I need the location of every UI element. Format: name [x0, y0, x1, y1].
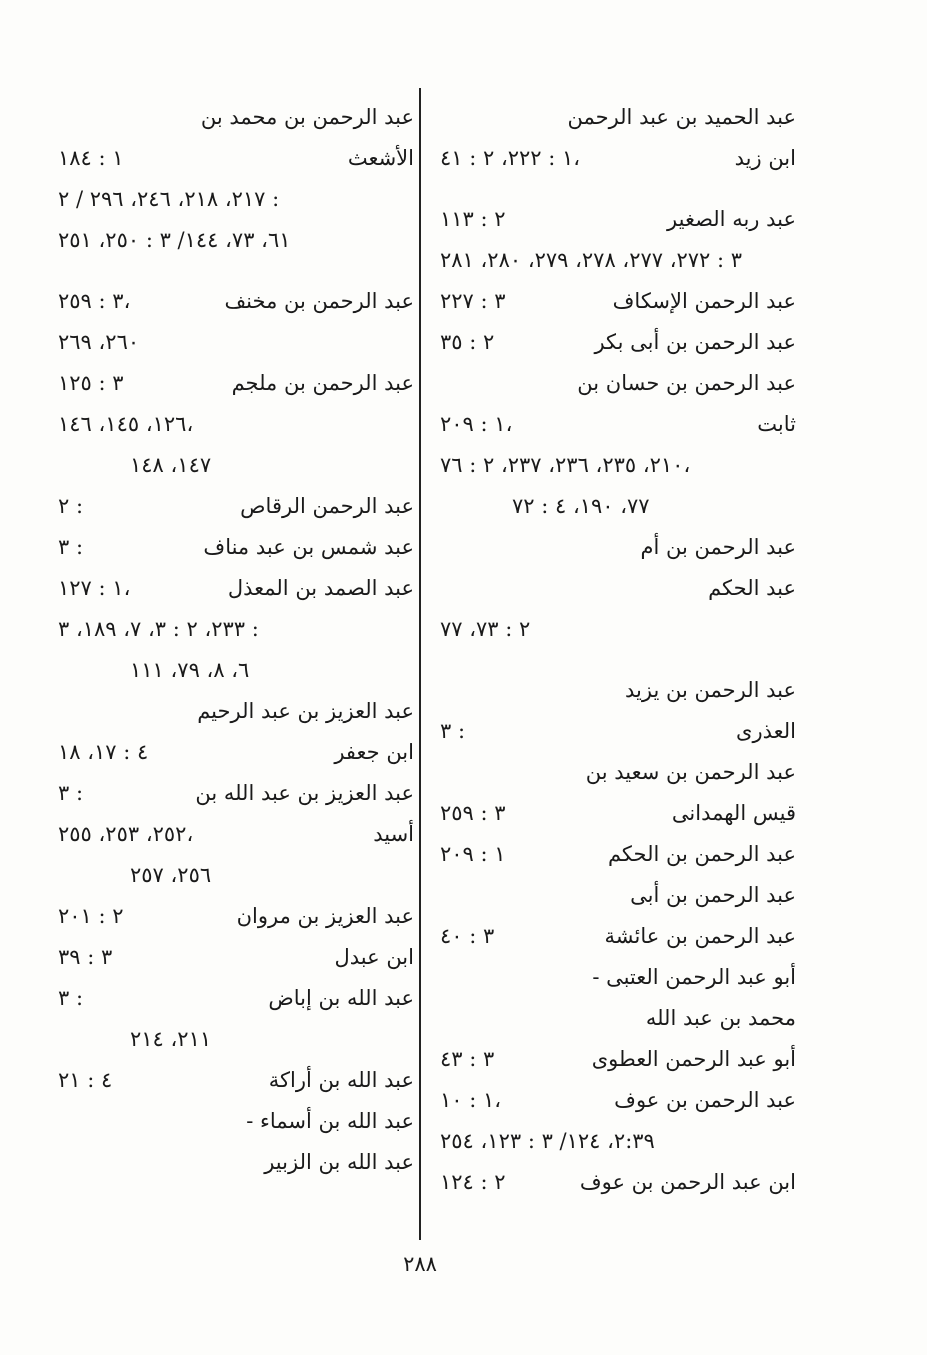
entry-reference: ١ : ١٠،: [440, 1088, 502, 1112]
entry-reference-continuation: ٧٧، ١٩٠، ٤ : ٧٢: [512, 494, 650, 518]
entry-name: عبد الصمد بن المعذل: [227, 576, 414, 600]
entry-reference: ١ : ٢٠٩: [440, 842, 506, 866]
entry-name: ابن جعفر: [334, 740, 414, 764]
index-entry: [50, 937, 414, 978]
entry-reference: ٢ : ١٢٤: [440, 1170, 506, 1194]
entry-reference: ١ : ١٢٧،: [58, 576, 131, 600]
entry-reference: ٤ : ٢١: [58, 1068, 113, 1092]
index-entry: [50, 650, 414, 691]
index-entry: [432, 1039, 796, 1080]
entry-name: عبد الحميد بن عبد الرحمن: [567, 105, 796, 129]
index-entry: [432, 670, 796, 711]
entry-reference: ٣ : ١٢٥: [58, 371, 124, 395]
index-entry: [50, 1060, 414, 1101]
column-divider: [419, 88, 421, 1240]
index-entry: [432, 322, 796, 363]
index-entry: [50, 281, 414, 322]
entry-name: عبد الرحمن الإسكاف: [612, 289, 796, 313]
entry-name: عبد ربه الصغير: [667, 207, 796, 231]
entry-name: ابن زيد: [734, 146, 796, 170]
index-entry: [50, 1101, 414, 1142]
entry-reference: ٣ : ٢٥٩: [440, 801, 506, 825]
entry-name: عبد الرحمن بن مخنف: [224, 289, 414, 313]
spacer: [432, 650, 796, 670]
index-entry: [50, 445, 414, 486]
entry-reference: ٤ : ١٧، ١٨: [58, 740, 149, 764]
entry-name: عبد الله بن إباض: [268, 986, 414, 1010]
index-entry: [50, 363, 414, 404]
index-entry: [50, 691, 414, 732]
entry-name: عبد الله بن أراكة: [268, 1068, 414, 1092]
entry-reference: ٣ : ٤٠: [440, 924, 495, 948]
entry-name: عبد الرحمن بن أبى بكر: [594, 330, 796, 354]
index-entry: [50, 609, 414, 650]
entry-name: عبد العزيز بن مروان: [236, 904, 414, 928]
entry-name: الأشعث: [347, 146, 414, 170]
entry-name: أبو عبد الرحمن العطوى: [591, 1047, 796, 1071]
index-entry: [432, 609, 796, 650]
entry-name: عبد الله بن أسماء -: [246, 1109, 414, 1133]
index-entry: [432, 793, 796, 834]
entry-reference: ٣ : ٤٣: [440, 1047, 495, 1071]
left-column: [50, 97, 414, 1183]
spacer: [50, 261, 414, 281]
index-entry: [50, 138, 414, 179]
index-entry: [432, 1121, 796, 1162]
entry-reference: ٣ :: [440, 719, 466, 743]
entry-name: عبد شمس بن عبد مناف: [203, 535, 414, 559]
entry-reference: ٣ :: [58, 781, 84, 805]
entry-reference-continuation: ٢١٠، ٢٣٥، ٢٣٦، ٢٣٧، ٢ : ٧٦،: [440, 453, 691, 477]
entry-reference: ٢٥٢، ٢٥٣، ٢٥٥،: [58, 822, 194, 846]
entry-name: عبد الرحمن بن سعيد بن: [585, 760, 796, 784]
entry-reference-continuation: ٢١٧، ٢١٨، ٢٤٦، ٢٩٦ / ٢ :: [58, 187, 280, 211]
entry-reference-continuation: ٢٥٦، ٢٥٧: [130, 863, 212, 887]
entry-reference-continuation: ٢ : ٧٣، ٧٧: [440, 617, 531, 641]
index-entry: [432, 916, 796, 957]
entry-reference-continuation: ٦، ٨، ٧٩، ١١١: [130, 658, 250, 682]
index-entry: [432, 486, 796, 527]
entry-reference: ١ : ٢٠٩،: [440, 412, 513, 436]
index-entry: [50, 978, 414, 1019]
index-entry: [50, 773, 414, 814]
entry-name: عبد الرحمن بن عائشة: [604, 924, 796, 948]
index-entry: [432, 240, 796, 281]
index-entry: [432, 363, 796, 404]
index-entry: [432, 404, 796, 445]
index-entry: [50, 486, 414, 527]
entry-reference-continuation: ٢٣٣، ٢ : ٣، ٧، ١٨٩، ٣ :: [58, 617, 259, 641]
entry-reference: ٣ :: [58, 986, 84, 1010]
index-entry: [432, 834, 796, 875]
spacer: [432, 179, 796, 199]
entry-name: قيس الهمدانى: [671, 801, 796, 825]
entry-reference: ٣ :: [58, 535, 84, 559]
entry-reference-continuation: ١٤٧، ١٤٨: [130, 453, 212, 477]
entry-name: عبد الرحمن بن عوف: [614, 1088, 796, 1112]
page-number: ٢٨٨: [403, 1252, 437, 1276]
entry-name: عبد الرحمن بن محمد بن: [200, 105, 414, 129]
index-entry: [50, 527, 414, 568]
index-entry: [50, 404, 414, 445]
index-entry: [432, 138, 796, 179]
entry-reference-continuation: ٢٦٠، ٢٦٩: [58, 330, 140, 354]
entry-name: عبد العزيز بن عبد الرحيم: [197, 699, 414, 723]
index-entry: [432, 1080, 796, 1121]
index-entry: [432, 97, 796, 138]
entry-name: عبد الرحمن بن أم: [640, 535, 796, 559]
entry-name: عبد الرحمن بن ملجم: [231, 371, 414, 395]
entry-reference: ٢ :: [58, 494, 84, 518]
index-entry: [50, 1142, 414, 1183]
index-entry: [50, 97, 414, 138]
index-entry: [50, 179, 414, 220]
entry-reference-continuation: ٢:٣٩، ١٢٤/ ٣ : ١٢٣، ٢٥٤: [440, 1129, 655, 1153]
entry-name: ابن عبدل: [334, 945, 414, 969]
index-entry: [432, 711, 796, 752]
index-entry: [432, 998, 796, 1039]
index-entry: [432, 445, 796, 486]
entry-reference: ١ : ٢٢٢، ٢ : ٤١،: [440, 146, 581, 170]
index-entry: [50, 855, 414, 896]
entry-name: أسيد: [373, 822, 414, 846]
entry-name: ثابت: [757, 412, 796, 436]
right-column: [432, 97, 796, 1203]
entry-name: عبد الرحمن بن أبى: [630, 883, 796, 907]
index-entry: [50, 814, 414, 855]
entry-reference: ٣ : ٢٢٧: [440, 289, 506, 313]
entry-name: عبد الرحمن بن يزيد: [625, 678, 796, 702]
entry-name: محمد بن عبد الله: [645, 1006, 796, 1030]
index-entry: [432, 527, 796, 568]
entry-name: عبد الرحمن الرقاص: [240, 494, 414, 518]
index-entry: [432, 957, 796, 998]
entry-reference-continuation: ٦١، ٧٣، ١٤٤/ ٣ : ٢٥٠، ٢٥١: [58, 228, 291, 252]
index-entry: [432, 281, 796, 322]
entry-name: عبد الرحمن بن حسان بن: [577, 371, 796, 395]
entry-reference-continuation: ٢١١، ٢١٤: [130, 1027, 212, 1051]
index-entry: [432, 752, 796, 793]
entry-name: عبد الحكم: [708, 576, 796, 600]
entry-reference-continuation: ١٢٦، ١٤٥، ١٤٦،: [58, 412, 194, 436]
index-entry: [432, 568, 796, 609]
entry-name: عبد الرحمن بن الحكم: [607, 842, 796, 866]
entry-reference: ١ : ١٨٤: [58, 146, 124, 170]
entry-reference: ٢ : ٢٠١: [58, 904, 124, 928]
index-entry: [432, 199, 796, 240]
index-entry: [432, 875, 796, 916]
entry-reference: ٢ : ٣٥: [440, 330, 495, 354]
entry-reference: ٣ : ٣٩: [58, 945, 113, 969]
index-entry: [50, 1019, 414, 1060]
entry-name: أبو عبد الرحمن العتبى -: [592, 965, 796, 989]
entry-name: العذرى: [736, 719, 796, 743]
index-entry: [50, 896, 414, 937]
entry-name: عبد الله بن الزبير: [264, 1150, 414, 1174]
entry-name: ابن عبد الرحمن بن عوف: [579, 1170, 796, 1194]
entry-name: عبد العزيز بن عبد الله بن: [195, 781, 414, 805]
index-entry: [50, 568, 414, 609]
entry-reference: ٣ : ٢٥٩،: [58, 289, 131, 313]
index-entry: [432, 1162, 796, 1203]
index-entry: [50, 220, 414, 261]
entry-reference: ٢ : ١١٣: [440, 207, 506, 231]
index-entry: [50, 322, 414, 363]
index-entry: [50, 732, 414, 773]
entry-reference-continuation: ٣ : ٢٧٢، ٢٧٧، ٢٧٨، ٢٧٩، ٢٨٠، ٢٨١: [440, 248, 743, 272]
